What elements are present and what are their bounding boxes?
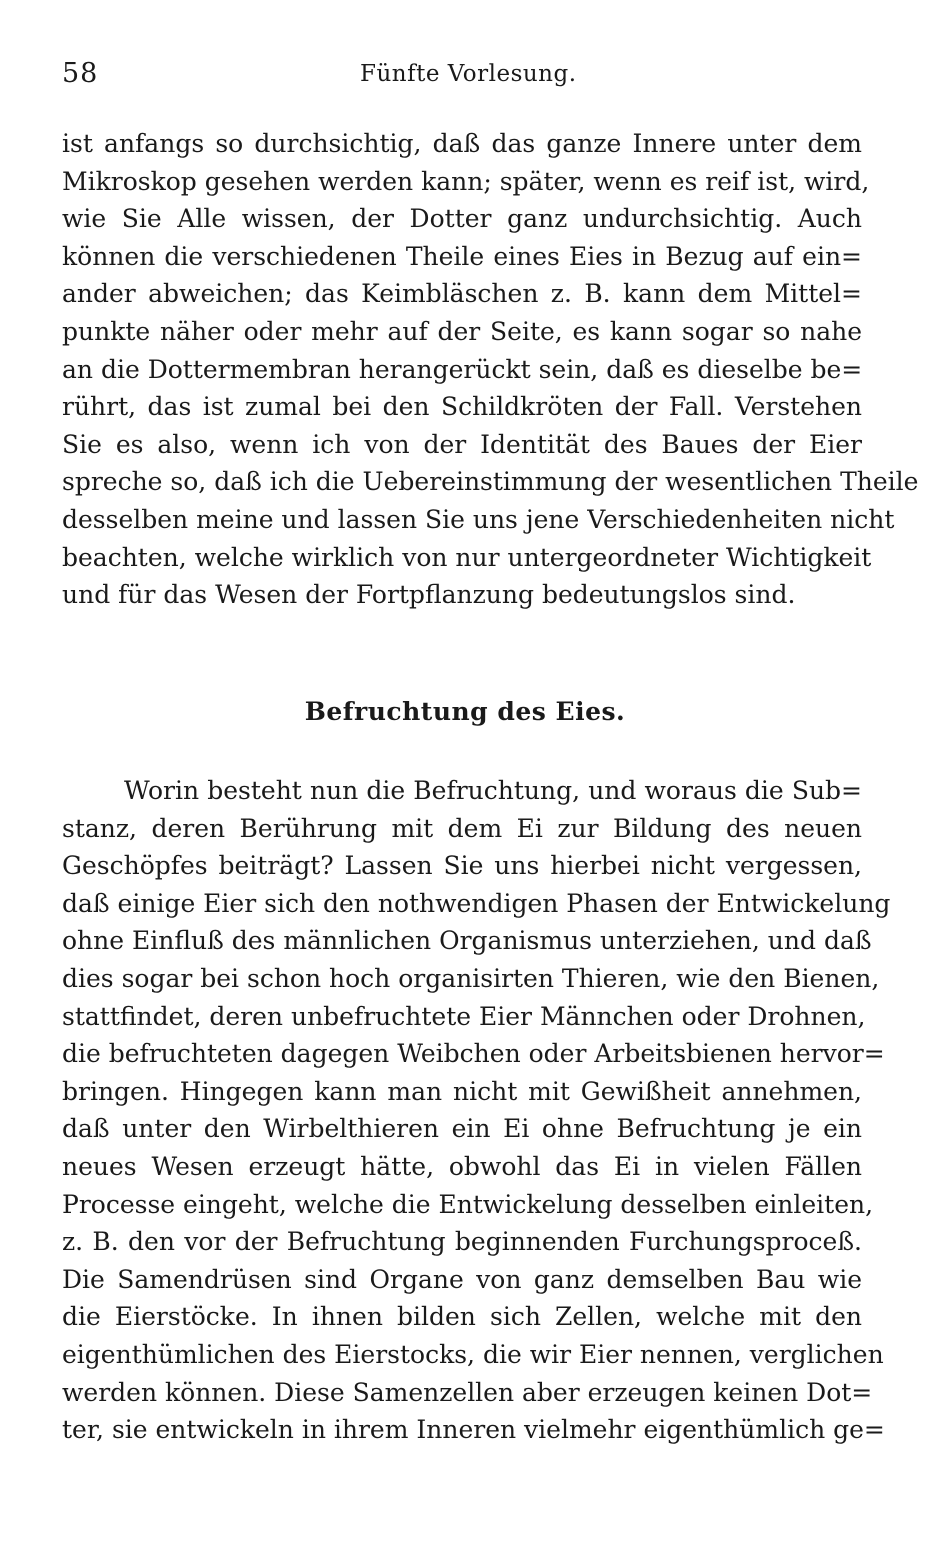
text-line: daß unter den Wirbelthieren ein Ei ohne Befruchtung je ein — [62, 1114, 862, 1144]
text-line: ander abweichen; das Keimbläschen z. B. kann dem Mittel= — [62, 279, 862, 309]
text-line: z. B. den vor der Befruchtung beginnenden Furchungsproceß. — [62, 1227, 862, 1257]
text-line: Geschöpfes beiträgt? Lassen Sie uns hierbei nicht vergessen, — [62, 851, 862, 881]
text-line: an die Dottermembran herangerückt sein, daß es dieselbe be= — [62, 354, 863, 384]
text-line: punkte näher oder mehr auf der Seite, es kann sogar so nahe — [62, 316, 862, 346]
text-line: ter, sie entwickeln in ihrem Inneren vielmehr eigenthümlich ge= — [62, 1415, 885, 1445]
text-line: dies sogar bei schon hoch organisirten Thieren, wie den Bienen, — [62, 963, 880, 993]
text-line: daß einige Eier sich den nothwendigen Phasen der Entwickelung — [62, 888, 891, 918]
text-line: bringen. Hingegen kann man nicht mit Gewißheit annehmen, — [62, 1076, 862, 1106]
page-number: 58 — [62, 58, 99, 89]
text-line: beachten, welche wirklich von nur untergeordneter Wichtigkeit — [62, 542, 872, 572]
running-title: Fünfte Vorlesung. — [360, 61, 577, 87]
text-line: Worin besteht nun die Befruchtung, und woraus die Sub= — [124, 776, 862, 805]
text-line: eigenthümlichen des Eierstocks, die wir Eier nennen, verglichen — [62, 1339, 884, 1369]
text-line: werden können. Diese Samenzellen aber erzeugen keinen Dot= — [62, 1377, 873, 1407]
text-line: desselben meine und lassen Sie uns jene Verschiedenheiten nicht — [62, 504, 895, 534]
text-line: stattfindet, deren unbefruchtete Eier Männchen oder Drohnen, — [62, 1001, 866, 1031]
text-line: stanz, deren Berührung mit dem Ei zur Bildung des neuen — [62, 813, 862, 843]
text-line: spreche so, daß ich die Uebereinstimmung der wesentlichen Theile — [62, 467, 919, 497]
text-line: ist anfangs so durchsichtig, daß das ganze Innere unter dem — [62, 129, 862, 158]
paragraph-continued — [62, 125, 919, 614]
text-line: Processe eingeht, welche die Entwickelung desselben einleiten, — [62, 1189, 874, 1219]
paragraph-body — [62, 772, 891, 1449]
text-line: Sie es also, wenn ich von der Identität des Baues der Eier — [62, 429, 862, 459]
text-line: Die Samendrüsen sind Organe von ganz demselben Bau wie — [62, 1264, 862, 1294]
text-line: neues Wesen erzeugt hätte, obwohl das Ei in vielen Fällen — [62, 1151, 862, 1181]
text-line: die Eierstöcke. In ihnen bilden sich Zellen, welche mit den — [62, 1302, 862, 1332]
text-line: ohne Einfluß des männlichen Organismus unterziehen, und daß — [62, 926, 872, 956]
text-line: Mikroskop gesehen werden kann; später, wenn es reif ist, wird, — [62, 166, 870, 196]
text-line: können die verschiedenen Theile eines Eies in Bezug auf ein= — [62, 241, 862, 271]
page-header — [62, 58, 862, 98]
text-line: rührt, das ist zumal bei den Schildkröten der Fall. Verstehen — [62, 392, 862, 422]
text-line: die befruchteten dagegen Weibchen oder Arbeitsbienen hervor= — [62, 1039, 885, 1069]
text-line: wie Sie Alle wissen, der Dotter ganz undurchsichtig. Auch — [62, 204, 862, 234]
text-line: und für das Wesen der Fortpflanzung bedeutungslos sind. — [62, 580, 796, 610]
section-heading: Befruchtung des Eies. — [304, 697, 626, 726]
